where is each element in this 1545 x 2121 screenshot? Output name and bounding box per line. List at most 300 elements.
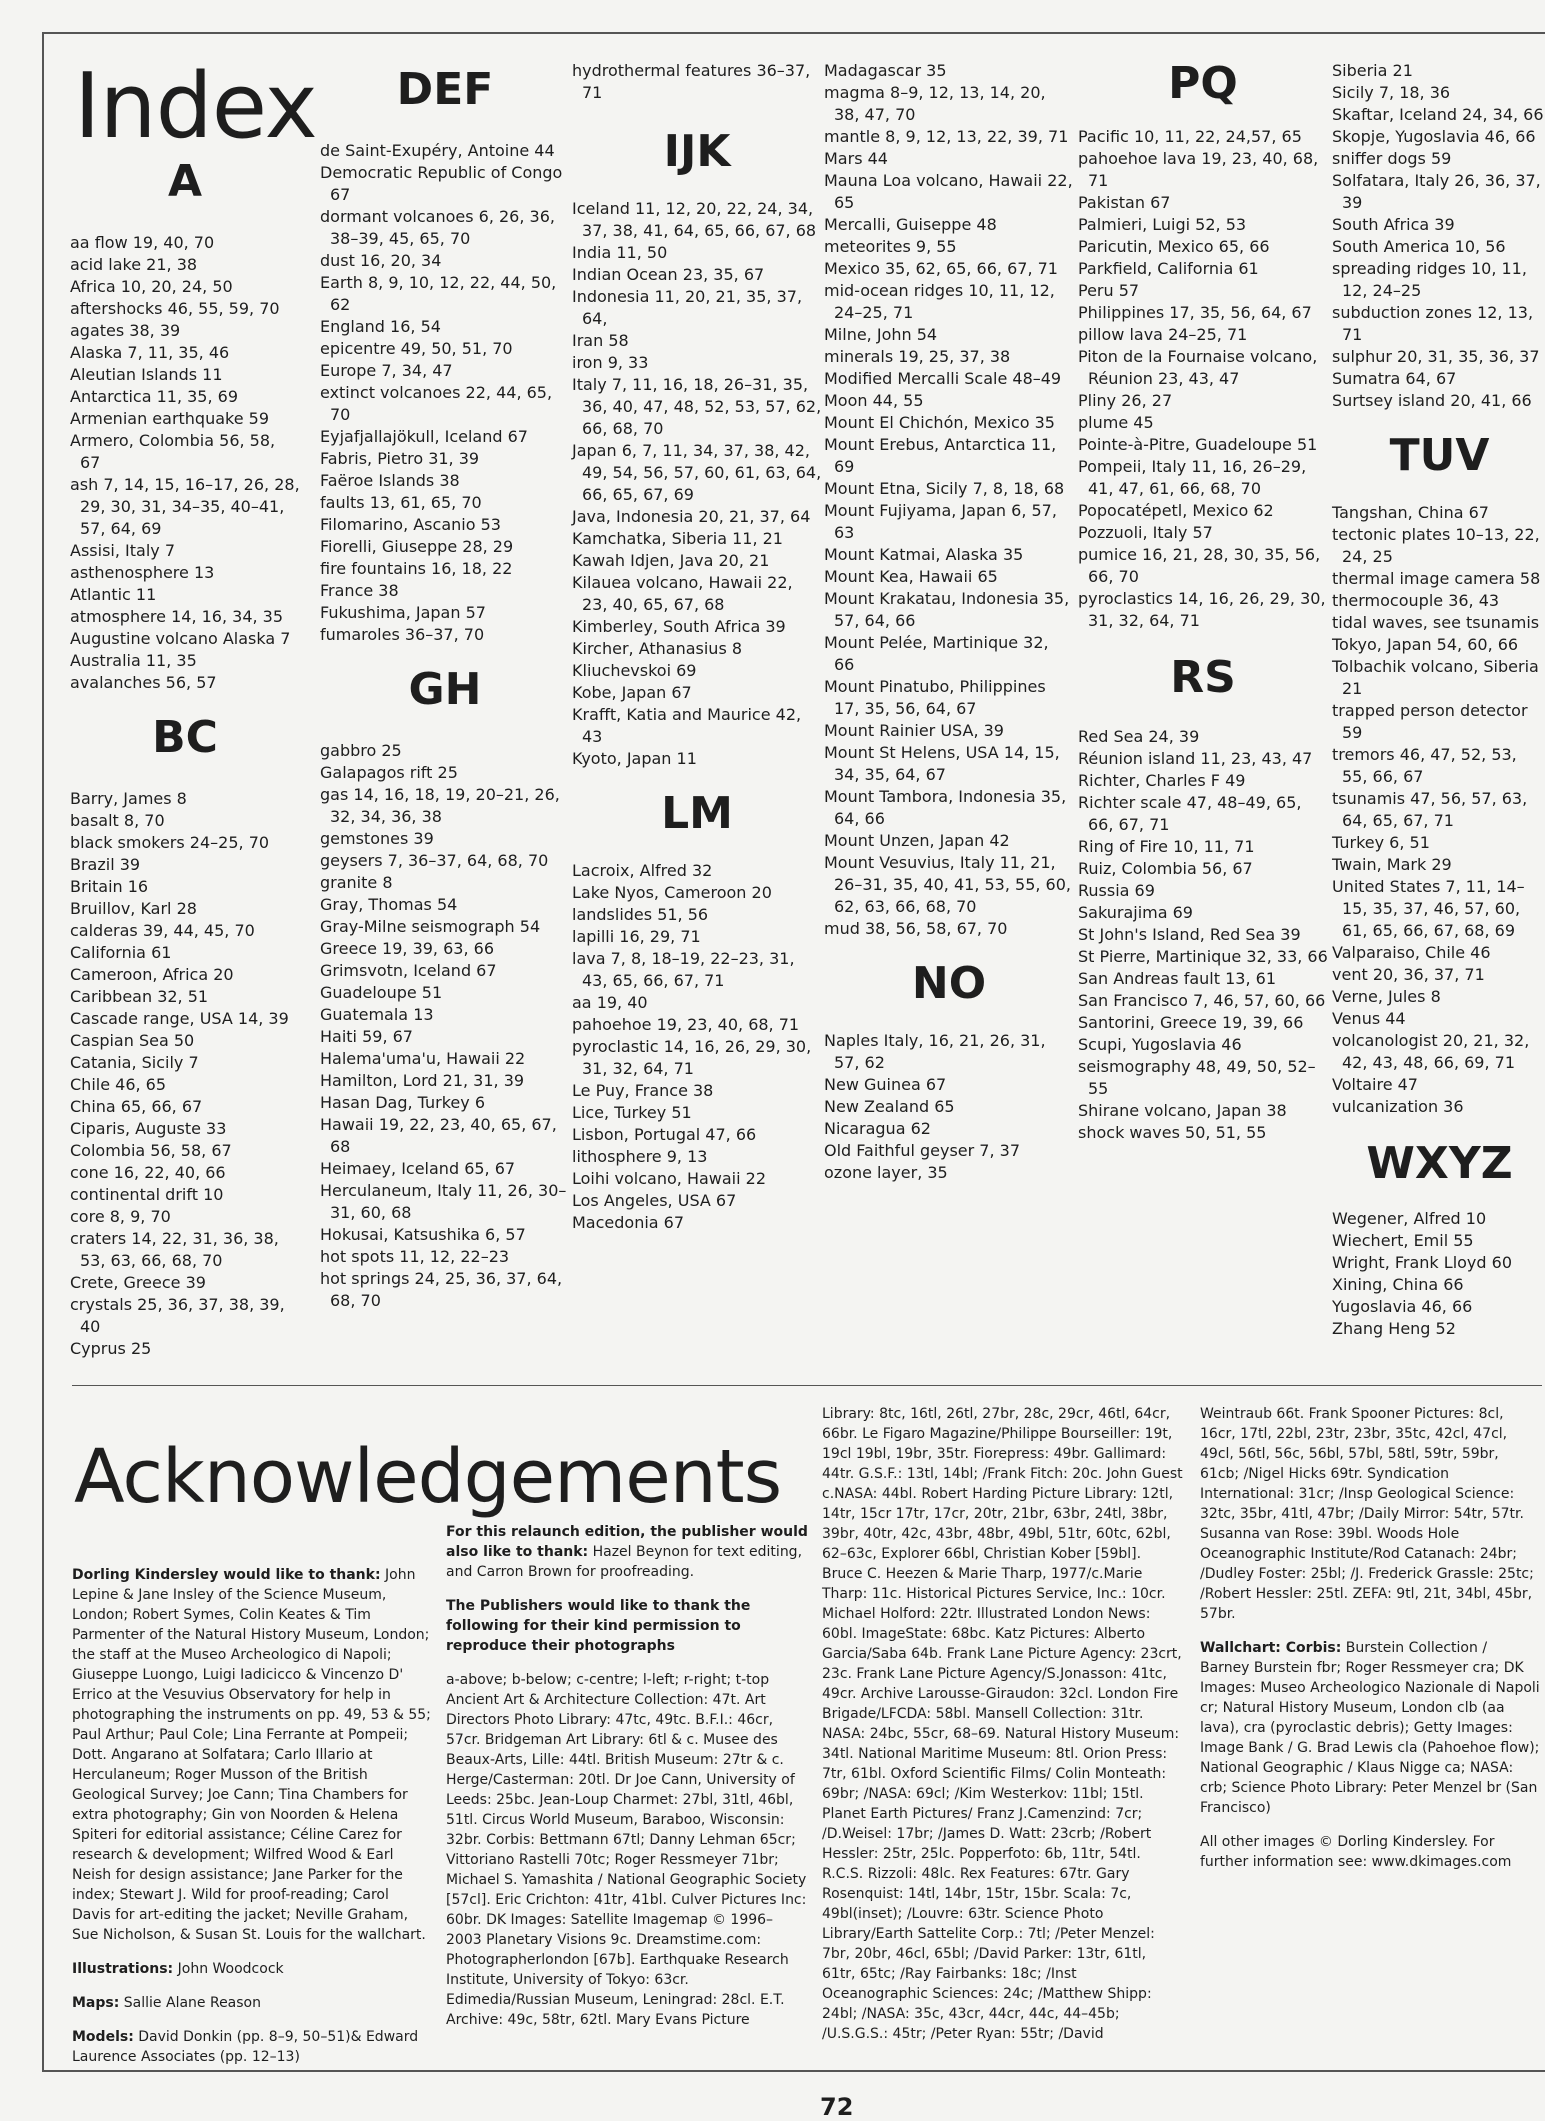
index-entry: Cameroon, Africa 20 (70, 965, 234, 984)
index-entry: Mount Pinatubo, Philippines 17, 35, 56, 64, 67 (824, 677, 1046, 718)
index-entry: Mount Erebus, Antarctica 11, 69 (824, 435, 1057, 476)
ack-column-4 (1200, 1404, 1540, 1886)
section-letter: WXYZ (1366, 1138, 1513, 1189)
index-entry: Barry, James 8 (70, 789, 187, 808)
section-divider (72, 1385, 1542, 1386)
index-entry: meteorites 9, 55 (824, 237, 957, 256)
index-entry: Armenian earthquake 59 (70, 409, 270, 428)
index-entry: Iceland 11, 12, 20, 22, 24, 34, 37, 38, 41, 64, 65, 66, 67, 68 (572, 199, 817, 240)
index-entry: mid-ocean ridges 10, 11, 12, 24–25, 71 (824, 281, 1055, 322)
index-entry: Grimsvotn, Iceland 67 (320, 961, 497, 980)
index-entry: Hawaii 19, 22, 23, 40, 65, 67, 68 (320, 1115, 557, 1156)
index-entry: tsunamis 47, 56, 57, 63, 64, 65, 67, 71 (1332, 789, 1528, 830)
index-entry: Philippines 17, 35, 56, 64, 67 (1078, 303, 1312, 322)
section-letter: TUV (1389, 430, 1490, 481)
index-entry: Venus 44 (1332, 1009, 1406, 1028)
ack-text: Library: 8tc, 16tl, 26tl, 27br, 28c, 29cr, 46tl, 64cr, 66br. Le Figaro Magazine/Philippe Bourseiller: 19t, 19cl 19bl, 19br, 35tr. Fiorepress: 49br. Gallimard: 44tr. G.S.F.: 13tl, 14bl; /Frank Fitch: 20c. John Guest c.NASA: 44bl. Robert Harding Picture Library: 12tl, 14tr, 15cr 17tr, 17cr, 20tr, 21br, 63br, 24tl, 38br, 39br, 40tr, 42c, 43br, 48br, 49bl, 51tr, 60tc, 62bl, 62–63c, Explorer 66bl, Christian Kober [59bl]. Bruce C. Heezen & Marie Tharp, 1977/c.Marie Tharp: 11c. Historical Pictures Service, Inc.: 10cr. Michael Holford: 22tr. Illustrated London News: 60bl. ImageState: 68bc. Katz Pictures: Alberto Garcia/Saba 64b. Frank Lane Picture Agency: 23crt, 23c. Frank Lane Picture Agency/S.Jonasson: 41tc, 49cr. Archive Larousse-Giraudon: 32cl. London Fire Brigade/LFCDA: 58bl. Mansell Collection: 31tr. NASA: 24bc, 55cr, 68–69. Natural History Museum: 34tl. National Maritime Museum: 8tl. Orion Press: 7tr, 61bl. Oxford Scientific Films/ Colin Monteath: 69br; /NASA: 69cl; /Kim Westerkov: 11bl; 15tl. Planet Earth Pictures/ Franz J.Camenzind: 7cr; /D.Weisel: 17br; /James D. Watt: 23crb; /Robert Hessler: 25tr, 25lc. Popperfoto: 6b, 11tr, 54tl. R.C.S. Rizzoli: 48lc. Rex Features: 67tr. Gary Rosenquist: 14tl, 14br, 15tr, 15br. Scala: 7c, 49bl(inset); /Louvre: 63tr. Science Photo Library/Earth Sattelite Corp.: 7tl; /Peter Menzel: 7br, 20br, 46cl, 65bl; /David Parker: 13tr, 61tl, 61tr, 65tc; /Ray Fairbanks: 18c; /Inst Oceanographic Sciences: 24c; /Matthew Shipp: 24bl; /NASA: 35c, 43cr, 44cr, 44c, 44–45b; /U.S.G.S.: 45tr; /Peter Ryan: 55tr; /David (822, 1406, 1183, 2042)
index-entry: Alaska 7, 11, 35, 46 (70, 343, 230, 362)
index-entry: avalanches 56, 57 (70, 673, 217, 692)
index-entry: Réunion island 11, 23, 43, 47 (1078, 749, 1313, 768)
index-entry: New Guinea 67 (824, 1075, 947, 1094)
index-entry: India 11, 50 (572, 243, 668, 262)
index-entry: Atlantic 11 (70, 585, 157, 604)
index-title: Index (74, 54, 317, 159)
index-entry: black smokers 24–25, 70 (70, 833, 270, 852)
index-entry: Pliny 26, 27 (1078, 391, 1173, 410)
index-entry: pyroclastics 14, 16, 26, 29, 30, 31, 32, 64, 71 (1078, 589, 1326, 630)
index-section-def (320, 64, 570, 646)
index-entry: trapped person detector 59 (1332, 701, 1528, 742)
index-entry: gemstones 39 (320, 829, 434, 848)
index-entry: Lice, Turkey 51 (572, 1103, 692, 1122)
index-section-wxyz (1332, 1138, 1545, 1340)
index-entry: Cyprus 25 (70, 1339, 152, 1358)
index-entry: Ring of Fire 10, 11, 71 (1078, 837, 1255, 856)
index-entry: Skaftar, Iceland 24, 34, 66 (1332, 105, 1544, 124)
index-entry: Indonesia 11, 20, 21, 35, 37, 64, (572, 287, 803, 328)
index-entry: Brazil 39 (70, 855, 141, 874)
index-entry: thermal image camera 58 (1332, 569, 1541, 588)
ack-paragraph (1200, 1832, 1540, 1872)
index-entry: mud 38, 56, 58, 67, 70 (824, 919, 1008, 938)
entry-list (572, 60, 822, 104)
ack-heading: Dorling Kindersley would like to thank: (72, 1567, 381, 1583)
index-entry: sulphur 20, 31, 35, 36, 37 (1332, 347, 1540, 366)
section-letter: DEF (396, 64, 494, 115)
index-entry: Pakistan 67 (1078, 193, 1171, 212)
index-column-1 (70, 156, 300, 1360)
ack-text: Weintraub 66t. Frank Spooner Pictures: 8cl, 16cr, 17tl, 22bl, 23tr, 23br, 35tc, 42cl, 47cl, 49cl, 56tl, 56c, 56bl, 57bl, 58tl, 59tr, 59br, 61cb; /Nigel Hicks 69tr. Syndication International: 31cr; /Insp Geological Science: 32tc, 35br, 41tl, 47br; /Daily Mirror: 54tr, 57tr. Susanna van Rose: 39bl. Woods Hole Oceanographic Institute/Rod Catanach: 24br; /Dudley Foster: 25bl; /J. Frederick Grassle: 25tc; /Robert Hessler: 25tl. ZEFA: 9tl, 21t, 34bl, 45br, 57br. (1200, 1406, 1534, 1622)
index-entry: tidal waves, see tsunamis (1332, 613, 1540, 632)
index-entry: Iran 58 (572, 331, 629, 350)
index-entry: Mauna Loa volcano, Hawaii 22, 65 (824, 171, 1073, 212)
index-section-tuv (1332, 430, 1545, 1118)
index-entry: Mexico 35, 62, 65, 66, 67, 71 (824, 259, 1058, 278)
section-letter: GH (408, 664, 482, 715)
index-entry: Mount Rainier USA, 39 (824, 721, 1004, 740)
index-entry: Sakurajima 69 (1078, 903, 1193, 922)
index-entry: Macedonia 67 (572, 1213, 685, 1232)
index-entry: landslides 51, 56 (572, 905, 709, 924)
index-entry: St Pierre, Martinique 32, 33, 66 (1078, 947, 1328, 966)
index-entry: hydrothermal features 36–37, 71 (572, 61, 811, 102)
index-entry: tremors 46, 47, 52, 53, 55, 66, 67 (1332, 745, 1517, 786)
index-entry: Chile 46, 65 (70, 1075, 167, 1094)
index-entry: spreading ridges 10, 11, 12, 24–25 (1332, 259, 1527, 300)
ack-heading: Illustrations: (72, 1961, 174, 1977)
index-entry: extinct volcanoes 22, 44, 65, 70 (320, 383, 553, 424)
index-entry: de Saint-Exupéry, Antoine 44 (320, 141, 555, 160)
index-entry: volcanologist 20, 21, 32, 42, 43, 48, 66, 69, 71 (1332, 1031, 1530, 1072)
index-entry: Solfatara, Italy 26, 36, 37, 39 (1332, 171, 1541, 212)
section-letter: NO (911, 958, 987, 1009)
index-column-3 (572, 60, 822, 1234)
index-entry: France 38 (320, 581, 399, 600)
index-column-6 (1332, 60, 1545, 1340)
ack-paragraph (446, 1522, 808, 1582)
index-entry: Japan 6, 7, 11, 34, 37, 38, 42, 49, 54, 56, 57, 60, 61, 63, 64, 66, 65, 67, 69 (572, 441, 822, 504)
ack-column-3 (822, 1404, 1184, 2058)
index-entry: Guatemala 13 (320, 1005, 434, 1024)
index-entry: Mount Pelée, Martinique 32, 66 (824, 633, 1049, 674)
index-section-s-cont (1332, 60, 1545, 412)
ack-text: David Donkin (pp. 8–9, 50–51)& Edward Laurence Associates (pp. 12–13) (72, 2029, 419, 2065)
section-letter: LM (661, 788, 733, 839)
index-entry: magma 8–9, 12, 13, 14, 20, 38, 47, 70 (824, 83, 1046, 124)
index-entry: Loihi volcano, Hawaii 22 (572, 1169, 767, 1188)
index-entry: fire fountains 16, 18, 22 (320, 559, 513, 578)
index-entry: Santorini, Greece 19, 39, 66 (1078, 1013, 1304, 1032)
index-entry: vent 20, 36, 37, 71 (1332, 965, 1485, 984)
ack-text: All other images © Dorling Kindersley. For further information see: www.dkimages.com (1200, 1834, 1512, 1870)
entry-list (70, 788, 300, 1360)
index-entry: aa flow 19, 40, 70 (70, 233, 215, 252)
index-entry: Tokyo, Japan 54, 60, 66 (1332, 635, 1519, 654)
index-entry: Europe 7, 34, 47 (320, 361, 453, 380)
index-entry: St John's Island, Red Sea 39 (1078, 925, 1301, 944)
index-entry: Russia 69 (1078, 881, 1155, 900)
index-entry: Pacific 10, 11, 22, 24,57, 65 (1078, 127, 1302, 146)
index-entry: hot spots 11, 12, 22–23 (320, 1247, 510, 1266)
index-column-5 (1078, 58, 1328, 1144)
index-entry: Mount Fujiyama, Japan 6, 57, 63 (824, 501, 1057, 542)
index-entry: Tolbachik volcano, Siberia 21 (1332, 657, 1539, 698)
index-entry: asthenosphere 13 (70, 563, 215, 582)
index-entry: Pointe-à-Pitre, Guadeloupe 51 (1078, 435, 1318, 454)
index-entry: Naples Italy, 16, 21, 26, 31, 57, 62 (824, 1031, 1046, 1072)
index-entry: basalt 8, 70 (70, 811, 165, 830)
index-entry: gas 14, 16, 18, 19, 20–21, 26, 32, 34, 36, 38 (320, 785, 560, 826)
index-entry: Australia 11, 35 (70, 651, 197, 670)
index-entry: Krafft, Katia and Maurice 42, 43 (572, 705, 802, 746)
index-entry: Caspian Sea 50 (70, 1031, 195, 1050)
index-entry: tectonic plates 10–13, 22, 24, 25 (1332, 525, 1540, 566)
index-entry: Modified Mercalli Scale 48–49 (824, 369, 1062, 388)
index-section-gh (320, 664, 570, 1312)
ack-paragraph (446, 1596, 808, 1656)
index-entry: Twain, Mark 29 (1332, 855, 1452, 874)
index-entry: Kobe, Japan 67 (572, 683, 692, 702)
index-section-lm (572, 788, 822, 1234)
index-entry: epicentre 49, 50, 51, 70 (320, 339, 513, 358)
index-entry: Ruiz, Colombia 56, 67 (1078, 859, 1253, 878)
index-entry: Richter, Charles F 49 (1078, 771, 1246, 790)
index-entry: Kircher, Athanasius 8 (572, 639, 743, 658)
index-entry: pahoehoe lava 19, 23, 40, 68, 71 (1078, 149, 1319, 190)
index-section-a (70, 156, 300, 694)
index-entry: iron 9, 33 (572, 353, 649, 372)
index-entry: Gray-Milne seismograph 54 (320, 917, 541, 936)
section-letter: IJK (663, 126, 731, 177)
index-entry: Java, Indonesia 20, 21, 37, 64 (572, 507, 811, 526)
index-entry: Le Puy, France 38 (572, 1081, 714, 1100)
entry-list (70, 232, 300, 694)
index-entry: Palmieri, Luigi 52, 53 (1078, 215, 1247, 234)
index-entry: Aleutian Islands 11 (70, 365, 223, 384)
entry-list (1078, 726, 1328, 1144)
index-entry: Surtsey island 20, 41, 66 (1332, 391, 1532, 410)
index-entry: shock waves 50, 51, 55 (1078, 1123, 1267, 1142)
ack-paragraph (1200, 1638, 1540, 1818)
index-entry: Old Faithful geyser 7, 37 (824, 1141, 1021, 1160)
index-entry: Popocatépetl, Mexico 62 (1078, 501, 1274, 520)
index-entry: Africa 10, 20, 24, 50 (70, 277, 233, 296)
index-entry: Armero, Colombia 56, 58, 67 (70, 431, 276, 472)
ack-paragraph (72, 1993, 432, 2013)
index-entry: Mount Vesuvius, Italy 11, 21, 26–31, 35, 40, 41, 53, 55, 60, 62, 63, 66, 68, 70 (824, 853, 1071, 916)
index-entry: Kawah Idjen, Java 20, 21 (572, 551, 770, 570)
index-entry: Galapagos rift 25 (320, 763, 458, 782)
index-entry: Eyjafjallajökull, Iceland 67 (320, 427, 528, 446)
ack-text: Hazel Beynon for text editing, and Carron Brown for proofreading. (446, 1544, 803, 1580)
index-entry: Crete, Greece 39 (70, 1273, 206, 1292)
entry-list (1332, 1208, 1545, 1340)
index-entry: Indian Ocean 23, 35, 67 (572, 265, 765, 284)
index-entry: lava 7, 8, 18–19, 22–23, 31, 43, 65, 66, 67, 71 (572, 949, 795, 990)
index-entry: Greece 19, 39, 63, 66 (320, 939, 494, 958)
index-entry: Britain 16 (70, 877, 149, 896)
index-entry: Fabris, Pietro 31, 39 (320, 449, 480, 468)
index-entry: Parkfield, California 61 (1078, 259, 1259, 278)
entry-list (572, 198, 822, 770)
index-entry: aa 19, 40 (572, 993, 648, 1012)
index-section-m-cont (824, 60, 1074, 940)
index-entry: Earth 8, 9, 10, 12, 22, 44, 50, 62 (320, 273, 557, 314)
index-entry: Los Angeles, USA 67 (572, 1191, 737, 1210)
section-letter: BC (152, 712, 218, 763)
index-entry: Sicily 7, 18, 36 (1332, 83, 1451, 102)
index-entry: continental drift 10 (70, 1185, 224, 1204)
index-entry: Pozzuoli, Italy 57 (1078, 523, 1213, 542)
index-entry: Gray, Thomas 54 (320, 895, 458, 914)
index-entry: Hokusai, Katsushika 6, 57 (320, 1225, 526, 1244)
index-entry: Lisbon, Portugal 47, 66 (572, 1125, 757, 1144)
index-entry: Kliuchevskoi 69 (572, 661, 697, 680)
index-entry: Hasan Dag, Turkey 6 (320, 1093, 485, 1112)
index-entry: cone 16, 22, 40, 66 (70, 1163, 226, 1182)
index-section-bc (70, 712, 300, 1360)
index-entry: Pompeii, Italy 11, 16, 26–29, 41, 47, 61, 66, 68, 70 (1078, 457, 1307, 498)
index-entry: Mount El Chichón, Mexico 35 (824, 413, 1055, 432)
index-entry: China 65, 66, 67 (70, 1097, 203, 1116)
index-entry: Nicaragua 62 (824, 1119, 931, 1138)
index-entry: Halema'uma'u, Hawaii 22 (320, 1049, 526, 1068)
ack-heading: For this relaunch edition, the publisher would also like to thank: (446, 1524, 808, 1560)
index-entry: South America 10, 56 (1332, 237, 1506, 256)
index-entry: Mount St Helens, USA 14, 15, 34, 35, 64, 67 (824, 743, 1060, 784)
index-entry: Guadeloupe 51 (320, 983, 443, 1002)
index-entry: Turkey 6, 51 (1332, 833, 1430, 852)
index-entry: Milne, John 54 (824, 325, 938, 344)
entry-list (824, 60, 1074, 940)
index-entry: Colombia 56, 58, 67 (70, 1141, 232, 1160)
index-entry: San Andreas fault 13, 61 (1078, 969, 1276, 988)
index-entry: Heimaey, Iceland 65, 67 (320, 1159, 516, 1178)
index-entry: Kyoto, Japan 11 (572, 749, 697, 768)
ack-column-1 (72, 1565, 432, 2081)
index-entry: Lacroix, Alfred 32 (572, 861, 713, 880)
page-number: 72 (820, 2093, 854, 2121)
ack-text: Burstein Collection / Barney Burstein fbr; Roger Ressmeyer cra; DK Images: Museo Archeologico Nazionale di Napoli cr; Natural History Museum, London clb (aa lava), cra (pyroclastic debris); Getty Images: Image Bank / G. Brad Lewis cla (Pahoehoe flow); National Geographic / Klaus Nigge ca; NASA: crb; Science Photo Library: Peter Menzel br (San Francisco) (1200, 1640, 1540, 1816)
ack-paragraph (1200, 1404, 1540, 1624)
ack-text: John Lepine & Jane Insley of the Science Museum, London; Robert Symes, Colin Keates & Tim Parmenter of the Natural History Museum, London; the staff at the Museo Archeologico di Napoli; Giuseppe Luongo, Luigi Iadicicco & Vincenzo D' Errico at the Vesuvius Observatory for help in photographing the instruments on pp. 49, 53 & 55; Paul Arthur; Paul Cole; Lina Ferrante at Pompeii; Dott. Angarano at Solfatara; Carlo Illario at Herculaneum; Roger Musson of the British Geological Survey; Joe Cann; Tina Chambers for extra photography; Gin von Noorden & Helena Spiteri for editorial assistance; Céline Carez for research & development; Wilfred Wood & Earl Neish for design assistance; Jane Parker for the index; Stewart J. Wild for proof-reading; Carol Davis for art-editing the jacket; Neville Graham, Sue Nicholson, & Susan St. Louis for the wallchart. (72, 1567, 431, 1943)
acknowledgements-title: Acknowledgements (74, 1434, 782, 1520)
index-entry: sniffer dogs 59 (1332, 149, 1452, 168)
index-entry: Wright, Frank Lloyd 60 (1332, 1253, 1512, 1272)
index-entry: England 16, 54 (320, 317, 441, 336)
section-letter: RS (1170, 652, 1236, 703)
index-entry: Siberia 21 (1332, 61, 1413, 80)
entry-list (320, 740, 570, 1312)
entry-list (1332, 502, 1545, 1118)
index-entry: Wegener, Alfred 10 (1332, 1209, 1487, 1228)
index-section-no (824, 958, 1074, 1184)
ack-paragraph (72, 1959, 432, 1979)
index-entry: vulcanization 36 (1332, 1097, 1464, 1116)
index-entry: pahoehoe 19, 23, 40, 68, 71 (572, 1015, 800, 1034)
index-entry: Mount Kea, Hawaii 65 (824, 567, 998, 586)
index-entry: Catania, Sicily 7 (70, 1053, 199, 1072)
ack-heading: Maps: (72, 1995, 120, 2011)
index-section-ijk (572, 126, 822, 770)
index-entry: Mount Tambora, Indonesia 35, 64, 66 (824, 787, 1067, 828)
index-entry: crystals 25, 36, 37, 38, 39, 40 (70, 1295, 285, 1336)
index-entry: lapilli 16, 29, 71 (572, 927, 701, 946)
index-entry: Assisi, Italy 7 (70, 541, 175, 560)
index-entry: Piton de la Fournaise volcano, Réunion 23, 43, 47 (1078, 347, 1318, 388)
index-entry: Scupi, Yugoslavia 46 (1078, 1035, 1242, 1054)
index-entry: dust 16, 20, 34 (320, 251, 442, 270)
index-entry: Mars 44 (824, 149, 888, 168)
index-entry: Mount Katmai, Alaska 35 (824, 545, 1024, 564)
index-entry: atmosphere 14, 16, 34, 35 (70, 607, 284, 626)
index-entry: thermocouple 36, 43 (1332, 591, 1500, 610)
index-entry: Kamchatka, Siberia 11, 21 (572, 529, 783, 548)
index-entry: geysers 7, 36–37, 64, 68, 70 (320, 851, 549, 870)
index-entry: Haiti 59, 67 (320, 1027, 413, 1046)
section-letter: PQ (1168, 58, 1238, 109)
index-entry: Caribbean 32, 51 (70, 987, 209, 1006)
index-entry: Herculaneum, Italy 11, 26, 30–31, 60, 68 (320, 1181, 567, 1222)
index-entry: Shirane volcano, Japan 38 (1078, 1101, 1287, 1120)
index-entry: granite 8 (320, 873, 393, 892)
index-entry: Tangshan, China 67 (1332, 503, 1489, 522)
entry-list (1078, 126, 1328, 632)
index-entry: mantle 8, 9, 12, 13, 22, 39, 71 (824, 127, 1069, 146)
index-entry: pyroclastic 14, 16, 26, 29, 30, 31, 32, 64, 71 (572, 1037, 812, 1078)
index-section-pq (1078, 58, 1328, 632)
index-entry: Sumatra 64, 67 (1332, 369, 1457, 388)
index-entry: California 61 (70, 943, 172, 962)
index-entry: calderas 39, 44, 45, 70 (70, 921, 255, 940)
index-entry: Voltaire 47 (1332, 1075, 1418, 1094)
ack-paragraph (822, 1404, 1184, 2044)
index-entry: dormant volcanoes 6, 26, 36, 38–39, 45, 65, 70 (320, 207, 555, 248)
index-entry: fumaroles 36–37, 70 (320, 625, 485, 644)
index-entry: hot springs 24, 25, 36, 37, 64, 68, 70 (320, 1269, 563, 1310)
index-entry: acid lake 21, 38 (70, 255, 198, 274)
index-entry: South Africa 39 (1332, 215, 1455, 234)
ack-heading: Models: (72, 2029, 134, 2045)
index-entry: pillow lava 24–25, 71 (1078, 325, 1248, 344)
index-entry: gabbro 25 (320, 741, 402, 760)
index-entry: Xining, China 66 (1332, 1275, 1464, 1294)
index-entry: Mount Unzen, Japan 42 (824, 831, 1010, 850)
entry-list (572, 860, 822, 1234)
index-entry: Augustine volcano Alaska 7 (70, 629, 291, 648)
index-entry: Yugoslavia 46, 66 (1332, 1297, 1473, 1316)
index-entry: Cascade range, USA 14, 39 (70, 1009, 289, 1028)
index-column-2 (320, 64, 570, 1312)
index-entry: Lake Nyos, Cameroon 20 (572, 883, 772, 902)
index-entry: San Francisco 7, 46, 57, 60, 66 (1078, 991, 1326, 1010)
index-entry: Madagascar 35 (824, 61, 947, 80)
index-entry: United States 7, 11, 14–15, 35, 37, 46, 57, 60, 61, 65, 66, 67, 68, 69 (1332, 877, 1525, 940)
index-entry: Filomarino, Ascanio 53 (320, 515, 501, 534)
index-entry: Hamilton, Lord 21, 31, 39 (320, 1071, 525, 1090)
section-letter: A (167, 156, 203, 207)
ack-text: John Woodcock (173, 1961, 284, 1977)
index-entry: Ciparis, Auguste 33 (70, 1119, 227, 1138)
index-entry: Fiorelli, Giuseppe 28, 29 (320, 537, 514, 556)
index-entry: minerals 19, 25, 37, 38 (824, 347, 1011, 366)
index-entry: Richter scale 47, 48–49, 65, 66, 67, 71 (1078, 793, 1302, 834)
index-entry: Wiechert, Emil 55 (1332, 1231, 1474, 1250)
entry-list (1332, 60, 1545, 412)
index-entry: seismography 48, 49, 50, 52–55 (1078, 1057, 1316, 1098)
index-entry: subduction zones 12, 13, 71 (1332, 303, 1534, 344)
index-entry: Mount Etna, Sicily 7, 8, 18, 68 (824, 479, 1065, 498)
index-entry: Peru 57 (1078, 281, 1140, 300)
ack-paragraph (72, 2027, 432, 2067)
index-entry: Moon 44, 55 (824, 391, 924, 410)
ack-text: a-above; b-below; c-centre; l-left; r-right; t-top Ancient Art & Architecture Collection: 47t. Art Directors Photo Library: 47tc, 49tc. B.F.I.: 46cr, 57cr. Bridgeman Art Library: 6tl & c. Musee des Beaux-Arts, Lille: 44tl. British Museum: 27tr & c. Herge/Casterman: 20tl. Dr Joe Cann, University of Leeds: 25bc. Jean-Loup Charmet: 27bl, 31tl, 46bl, 51tl. Circus World Museum, Baraboo, Wisconsin: 32br. Corbis: Bettmann 67tl; Danny Lehman 65cr; Vittoriano Rastelli 70tc; Roger Ressmeyer 71br; Michael S. Yamashita / National Geographic Society [57cl]. Eric Crichton: 41tr, 41bl. Culver Pictures Inc: 60br. DK Images: Satellite Imagemap © 1996–2003 Planetary Visions 9c. Dreamstime.com: Photographerlondon [67b]. Earthquake Research Institute, University of Tokyo: 63cr. Edimedia/Russian Museum, Leningrad: 28cl. E.T. Archive: 49c, 58tr, 62tl. Mary Evans Picture (446, 1672, 807, 2028)
index-entry: Mount Krakatau, Indonesia 35, 57, 64, 66 (824, 589, 1070, 630)
index-entry: Fukushima, Japan 57 (320, 603, 486, 622)
index-entry: Mercalli, Guiseppe 48 (824, 215, 997, 234)
index-entry: pumice 16, 21, 28, 30, 35, 56, 66, 70 (1078, 545, 1321, 586)
index-entry: Faëroe Islands 38 (320, 471, 460, 490)
index-entry: craters 14, 22, 31, 36, 38, 53, 63, 66, 68, 70 (70, 1229, 279, 1270)
index-entry: Kilauea volcano, Hawaii 22, 23, 40, 65, 67, 68 (572, 573, 793, 614)
index-entry: Bruillov, Karl 28 (70, 899, 197, 918)
index-entry: New Zealand 65 (824, 1097, 955, 1116)
index-entry: Valparaiso, Chile 46 (1332, 943, 1491, 962)
index-entry: Kimberley, South Africa 39 (572, 617, 786, 636)
index-entry: ozone layer, 35 (824, 1163, 948, 1182)
index-entry: Democratic Republic of Congo 67 (320, 163, 563, 204)
index-entry: faults 13, 61, 65, 70 (320, 493, 482, 512)
index-entry: Paricutin, Mexico 65, 66 (1078, 237, 1270, 256)
index-entry: Verne, Jules 8 (1332, 987, 1441, 1006)
index-entry: Zhang Heng 52 (1332, 1319, 1456, 1338)
index-entry: Antarctica 11, 35, 69 (70, 387, 239, 406)
index-entry: ash 7, 14, 15, 16–17, 26, 28, 29, 30, 31, 34–35, 40–41, 57, 64, 69 (70, 475, 300, 538)
ack-paragraph (72, 1565, 432, 1945)
index-entry: plume 45 (1078, 413, 1154, 432)
entry-list (320, 140, 570, 646)
index-entry: agates 38, 39 (70, 321, 181, 340)
index-entry: aftershocks 46, 55, 59, 70 (70, 299, 280, 318)
ack-heading: The Publishers would like to thank the following for their kind permission to reproduce their photographs (446, 1598, 751, 1654)
ack-column-2 (446, 1522, 808, 2044)
index-entry: Italy 7, 11, 16, 18, 26–31, 35, 36, 40, 47, 48, 52, 53, 57, 62, 66, 68, 70 (572, 375, 822, 438)
index-section-h-cont (572, 60, 822, 104)
index-entry: Red Sea 24, 39 (1078, 727, 1200, 746)
ack-paragraph (446, 1670, 808, 2030)
entry-list (824, 1030, 1074, 1184)
index-column-4 (824, 60, 1074, 1184)
